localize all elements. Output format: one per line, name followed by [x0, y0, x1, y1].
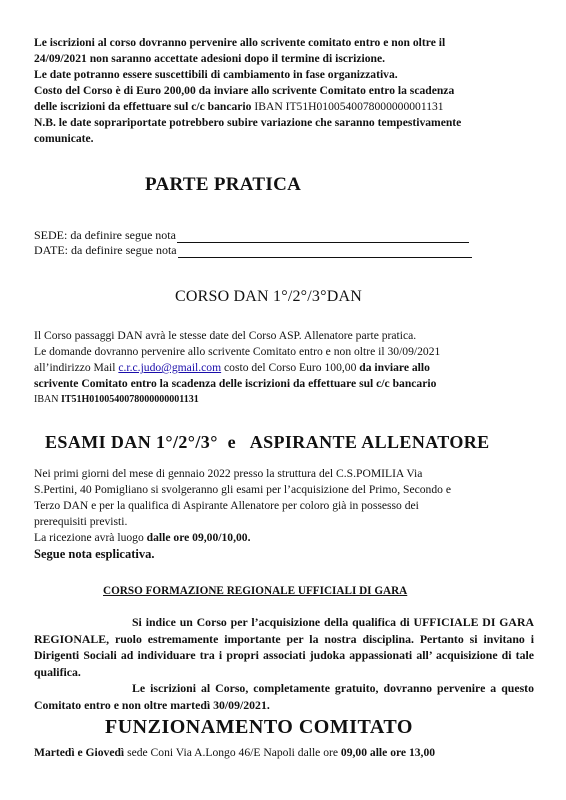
- formazione-text: Le iscrizioni al Corso, completamente gratuito, dovranno pervenire a questo Comitato entro e non oltre martedì 30/09/2021.: [34, 681, 534, 712]
- sede-label: SEDE: da definire segue nota: [34, 228, 176, 242]
- esami-text: La ricezione avrà luogo: [34, 531, 147, 544]
- corso-dan-heading: CORSO DAN 1°/2°/3°DAN: [175, 288, 362, 305]
- funzionamento-text: sede Coni Via A.Longo 46/E Napoli dalle ore: [127, 746, 341, 759]
- iscrizioni-line: comunicate.: [34, 132, 94, 145]
- esami-heading: ESAMI DAN 1°/2°/3° e ASPIRANTE ALLENATORE: [45, 432, 490, 452]
- corso-dan-paragraph: [34, 328, 534, 408]
- formazione-heading: CORSO FORMAZIONE REGIONALE UFFICIALI DI GARA: [103, 585, 408, 597]
- esami-line: S.Pertini, 40 Pomigliano si svolgeranno gli esami per l’acquisizione del Primo, Secondo e: [34, 483, 451, 496]
- funzionamento-hours: 09,00 alle ore 13,00: [340, 746, 436, 759]
- funzionamento-line: [34, 745, 534, 761]
- corso-dan-line: scrivente Comitato entro la scadenza delle iscrizioni da effettuare sul c/c bancario: [34, 377, 437, 390]
- corso-dan-bold-text: da inviare allo: [359, 361, 430, 374]
- iscrizioni-line: N.B. le date soprariportate potrebbero subire variazione che saranno tempestivamente: [34, 116, 462, 129]
- sede-date-block: [34, 228, 534, 258]
- iscrizioni-line: 24/09/2021 non saranno accettate adesioni dopo il termine di iscrizione.: [34, 52, 386, 65]
- iscrizioni-text: delle iscrizioni da effettuare sul c/c bancario: [34, 100, 255, 113]
- date-row: [34, 243, 534, 258]
- esami-paragraph: [34, 466, 534, 562]
- funzionamento-heading: FUNZIONAMENTO COMITATO: [105, 716, 413, 738]
- corso-dan-text: all’indirizzo Mail: [34, 361, 119, 374]
- iscrizioni-line: Le date potranno essere suscettibili di cambiamento in fase organizzativa.: [34, 68, 398, 81]
- formazione-paragraph: [34, 614, 534, 713]
- corso-dan-line: Le domande dovranno pervenire allo scrivente Comitato entro e non oltre il 30/09/2021: [34, 345, 441, 358]
- formazione-para-1: [34, 614, 534, 680]
- iscrizioni-line: [34, 99, 534, 115]
- esami-note: Segue nota esplicativa.: [34, 547, 155, 561]
- corso-dan-line: Il Corso passaggi DAN avrà le stesse date del Corso ASP. Allenatore parte pratica.: [34, 329, 417, 342]
- iscrizioni-line: Costo del Corso è di Euro 200,00 da inviare allo scrivente Comitato entro la scadenza: [34, 84, 455, 97]
- formazione-text: Si indice un Corso per l’acquisizione della qualifica di UFFICIALE DI GARA REGIONALE, ruolo estremamente importante per la nostra disciplina. Pertanto si invitano i Dirigenti Sociali ad individuare tra i propri associati judoka appassionati all’ acquisizione di tale qualifica.: [34, 615, 534, 679]
- iscrizioni-line: Le iscrizioni al corso dovranno pervenire allo scrivente comitato entro e non oltre il: [34, 36, 446, 49]
- sede-row: [34, 228, 534, 243]
- iban-text: IT51H0100540078000000001131: [60, 394, 199, 405]
- iban-text: IBAN IT51H0100540078000000001131: [254, 100, 444, 113]
- funzionamento-days: Martedì e Giovedì: [34, 746, 128, 759]
- iban-label: IBAN: [34, 394, 61, 405]
- esami-line: Terzo DAN e per la qualifica di Aspirante Allenatore per coloro già in possesso dei: [34, 499, 419, 512]
- formazione-para-2: [34, 680, 534, 713]
- corso-dan-line: [34, 360, 534, 376]
- iscrizioni-paragraph: [34, 35, 534, 147]
- esami-line: prerequisiti previsti.: [34, 515, 128, 528]
- esami-line: [34, 530, 534, 546]
- corso-dan-iban-line: [34, 392, 534, 408]
- date-label: DATE: da definire segue nota: [34, 243, 177, 257]
- corso-dan-text: costo del Corso Euro 100,00: [221, 361, 360, 374]
- date-blank-line: [178, 245, 472, 258]
- esami-time-text: dalle ore 09,00/10,00.: [146, 531, 251, 544]
- parte-pratica-heading: PARTE PRATICA: [145, 174, 302, 195]
- sede-blank-line: [177, 230, 469, 243]
- esami-line: Nei primi giorni del mese di gennaio 2022 presso la struttura del C.S.POMILIA Via: [34, 467, 423, 480]
- email-link[interactable]: c.r.c.judo@gmail.com: [118, 361, 222, 374]
